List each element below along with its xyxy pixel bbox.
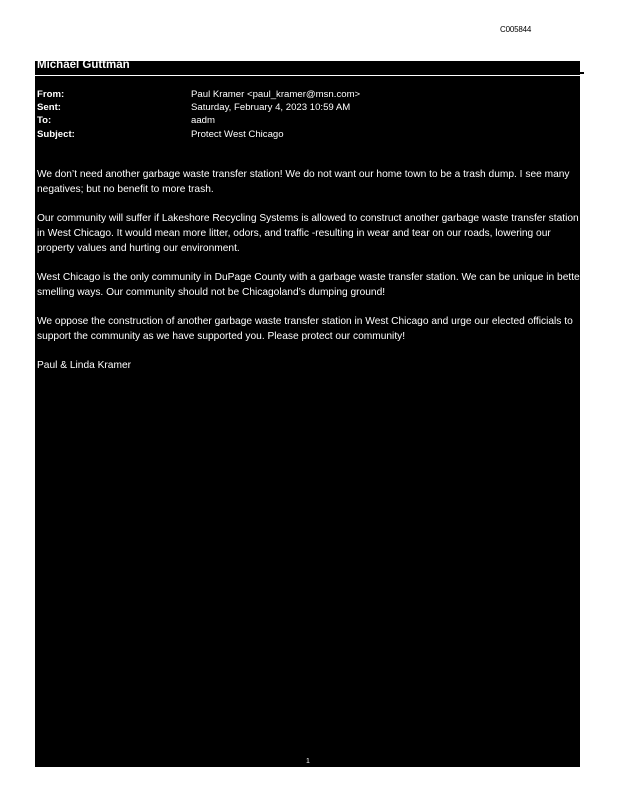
- body-paragraph: Our community will suffer if Lakeshore Recycling Systems is allowed to construct another garbage waste transfer station in West Chicago. It would mean more litter, odors, and traffic -resulting in wear and tear on our roads, lowering our property values and hurting our environment.: [37, 213, 579, 254]
- sent-label: Sent:: [37, 102, 61, 114]
- signature: Paul & Linda Kramer: [37, 360, 132, 371]
- edge-mark: [578, 72, 584, 74]
- header-row-from: [37, 88, 360, 101]
- bates-number: C005844: [500, 25, 532, 34]
- header-row-sent: [37, 101, 360, 114]
- subject-value: Protect West Chicago: [191, 128, 284, 140]
- body-paragraph: We don’t need another garbage waste transfer station! We do not want our home town to be a trash dump. I see many negatives; but no benefit to more trash.: [37, 169, 570, 195]
- sender-name: Michael Guttman: [37, 59, 130, 71]
- subject-label: Subject:: [37, 128, 75, 140]
- page-number: 1: [306, 758, 310, 765]
- email-page: [35, 59, 584, 767]
- header-row-to: [37, 114, 360, 127]
- from-value: Paul Kramer <paul_kramer@msn.com>: [191, 89, 361, 100]
- email-body: [37, 167, 585, 387]
- sent-value: Saturday, February 4, 2023 10:59 AM: [191, 102, 351, 114]
- to-value: aadm: [191, 115, 215, 127]
- header-row-subject: [37, 128, 360, 141]
- body-paragraph: West Chicago is the only community in DuPage County with a garbage waste transfer station. We can be unique in better smelling ways. Our community should not be Chicagoland’s dumping ground!: [37, 272, 584, 298]
- email-headers: [37, 88, 360, 141]
- body-paragraph: We oppose the construction of another garbage waste transfer station in West Chicago and urge our elected officials to support the community as we have supported you. Please protect our community!: [37, 316, 573, 342]
- from-label: From:: [37, 89, 65, 100]
- header-divider: [35, 75, 580, 76]
- to-label: To:: [37, 115, 52, 127]
